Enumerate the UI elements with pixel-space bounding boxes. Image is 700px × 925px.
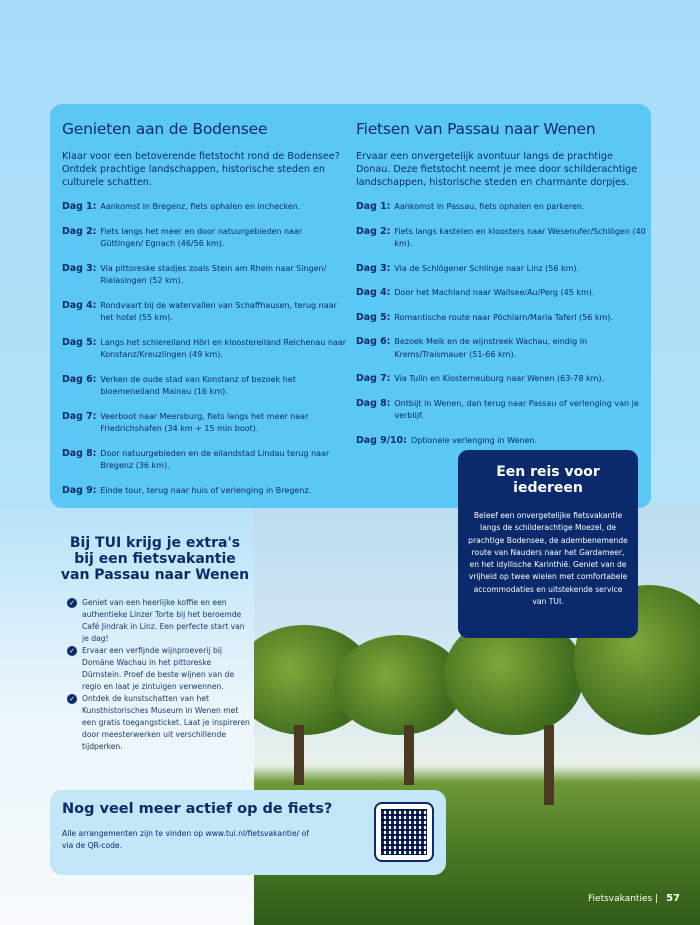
extras-item — [60, 597, 250, 645]
day-row — [62, 226, 347, 251]
extras-title: Bij TUI krijg je extra's bij een fietsvakantie van Passau naar Wenen — [60, 535, 250, 583]
check-icon: ✓ — [67, 646, 77, 656]
day-text: Langs het schiereiland Höri en kloostereiland Reichenau naar Konstanz/Kreuzlingen (49 km). — [100, 337, 347, 359]
day-row — [356, 398, 646, 423]
day-row — [62, 374, 347, 399]
day-text: Aankomst in Bregenz, fiets ophalen en inchecken. — [100, 202, 301, 211]
day-label: Dag 5: — [356, 311, 391, 323]
day-row — [356, 287, 646, 300]
extras-item — [60, 693, 250, 753]
day-text: Bezoek Melk en de wijnstreek Wachau, eindig in Krems/Traismauer (51-66 km). — [394, 337, 588, 359]
bodensee-title: Genieten aan de Bodensee — [62, 120, 268, 138]
day-label: Dag 4: — [356, 287, 391, 298]
day-text: Romantische route naar Pöchlarn/Maria Taferl (56 km). — [394, 312, 613, 322]
extras-item-text: Geniet van een heerlijke koffie en een authentieke Linzer Torte bij het beroemde Café Jindrak in Linz. Een perfecte start van je dag! — [82, 598, 245, 643]
day-row — [62, 263, 347, 288]
day-label: Dag 2: — [356, 225, 391, 237]
extras-item-text: Ontdek de kunstschatten van het Kunsthistorisches Museum in Wenen met een gratis toegangsticket. Laat je inspireren door meesterwerken uit verschillende tijdperken. — [82, 694, 250, 751]
day-text: Einde tour, terug naar huis of verlenging in Bregenz. — [100, 485, 312, 495]
extras-item-text: Ervaar een verfijnde wijnproeverij bij Domäne Wachau in het pittoreske Dürnstein. Proef de beste wijnen van de regio en laat je zintuigen verwennen. — [82, 646, 235, 691]
day-label: Dag 6: — [62, 373, 97, 385]
bodensee-intro: Klaar voor een betoverende fietstocht rond de Bodensee? Ontdek prachtige landschappen, historische steden en culturele schatten. — [62, 151, 340, 188]
day-row — [356, 201, 646, 214]
day-label: Dag 9: — [62, 484, 97, 496]
extras-section — [60, 535, 250, 753]
routes-card — [50, 104, 651, 508]
everyone-title: Een reis voor iedereen — [496, 464, 600, 496]
day-text: Door het Machland naar Wallsee/Au/Perg (45 km). — [394, 288, 595, 297]
day-row — [62, 300, 347, 325]
day-text: Via Tulln en Klosterneuburg naar Wenen (63-78 km). — [394, 374, 605, 383]
more-box — [50, 790, 446, 875]
day-text: Via de Schlögener Schlinge naar Linz (56 km). — [394, 263, 580, 273]
day-row — [62, 201, 347, 214]
day-text: Fiets langs het meer en door natuurgebieden naar Güttingen/ Egnach (46/56 km). — [100, 226, 303, 248]
day-row — [356, 336, 646, 361]
day-text: Rondvaart bij de watervallen van Schaffhausen, terug naar het hotel (55 km). — [100, 300, 337, 322]
day-text: Veerboot naar Meersburg, fiets langs het meer naar Friedrichshafen (34 km + 15 min boot). — [100, 411, 309, 433]
day-label: Dag 7: — [62, 410, 97, 422]
footer-section: Fietsvakanties | — [588, 894, 659, 904]
page-number: 57 — [666, 893, 680, 904]
day-text: Via pittoreske stadjes zoals Stein am Rhein naar Singen/ Rielasingen (52 km). — [100, 263, 327, 285]
day-label: Dag 1: — [356, 201, 391, 212]
day-row — [356, 263, 646, 276]
day-label: Dag 5: — [62, 336, 97, 348]
day-row — [62, 411, 347, 436]
page-footer — [588, 893, 680, 904]
day-row — [356, 226, 646, 251]
day-row — [62, 448, 347, 473]
day-text: Fiets langs kastelen en kloosters naar Wesenufer/Schlögen (40 km). — [394, 226, 646, 248]
day-label: Dag 8: — [356, 397, 391, 409]
day-row — [356, 312, 646, 325]
day-row — [62, 337, 347, 362]
passau-title: Fietsen van Passau naar Wenen — [356, 120, 596, 138]
more-title: Nog veel meer actief op de fiets? — [62, 801, 333, 817]
day-label: Dag 7: — [356, 373, 391, 384]
passau-section — [356, 120, 646, 459]
day-text: Ontbijt in Wenen, dan terug naar Passau of verlenging van je verblijf. — [394, 398, 639, 420]
day-row — [356, 373, 646, 386]
day-label: Dag 9/10: — [356, 434, 407, 446]
day-label: Dag 3: — [356, 262, 391, 274]
bodensee-section — [62, 120, 347, 509]
day-text: Optionele verlenging in Wenen. — [410, 435, 538, 445]
day-text: Verken de oude stad van Konstanz of bezoek het bloemeneiland Mainau (16 km). — [100, 374, 296, 396]
day-label: Dag 6: — [356, 336, 391, 347]
more-text: Alle arrangementen zijn te vinden op www.tui.nl/fietsvakantie/ of via de QR-code. — [62, 829, 309, 850]
day-text: Aankomst in Passau, fiets ophalen en parkeren. — [394, 202, 585, 211]
check-icon: ✓ — [67, 598, 77, 608]
check-icon: ✓ — [67, 694, 77, 704]
day-row — [62, 485, 347, 498]
day-label: Dag 3: — [62, 262, 97, 274]
day-label: Dag 4: — [62, 299, 97, 311]
day-label: Dag 1: — [62, 201, 97, 212]
day-row — [356, 435, 646, 448]
passau-intro: Ervaar een onvergetelijk avontuur langs de prachtige Donau. Deze fietstocht neemt je mee door schilderachtige landschappen, historische steden en charmante dorpjes. — [356, 151, 638, 188]
day-label: Dag 8: — [62, 447, 97, 459]
day-text: Door natuurgebieden en de eilandstad Lindau terug naar Bregenz (36 km). — [100, 448, 330, 470]
day-label: Dag 2: — [62, 225, 97, 237]
extras-item — [60, 645, 250, 693]
everyone-box — [458, 450, 638, 638]
qr-code-icon[interactable] — [374, 802, 434, 862]
everyone-text: Beleef een onvergetelijke fietsvakantie langs de schilderachtige Moezel, de prachtige Bodensee, de adembenemende route van Nauders naar het Gardameer, en het idyllische Karinthië. Geniet van de vrijheid op twee wielen met comfortabele accommodaties en uitstekende service van TUI. — [468, 511, 628, 607]
